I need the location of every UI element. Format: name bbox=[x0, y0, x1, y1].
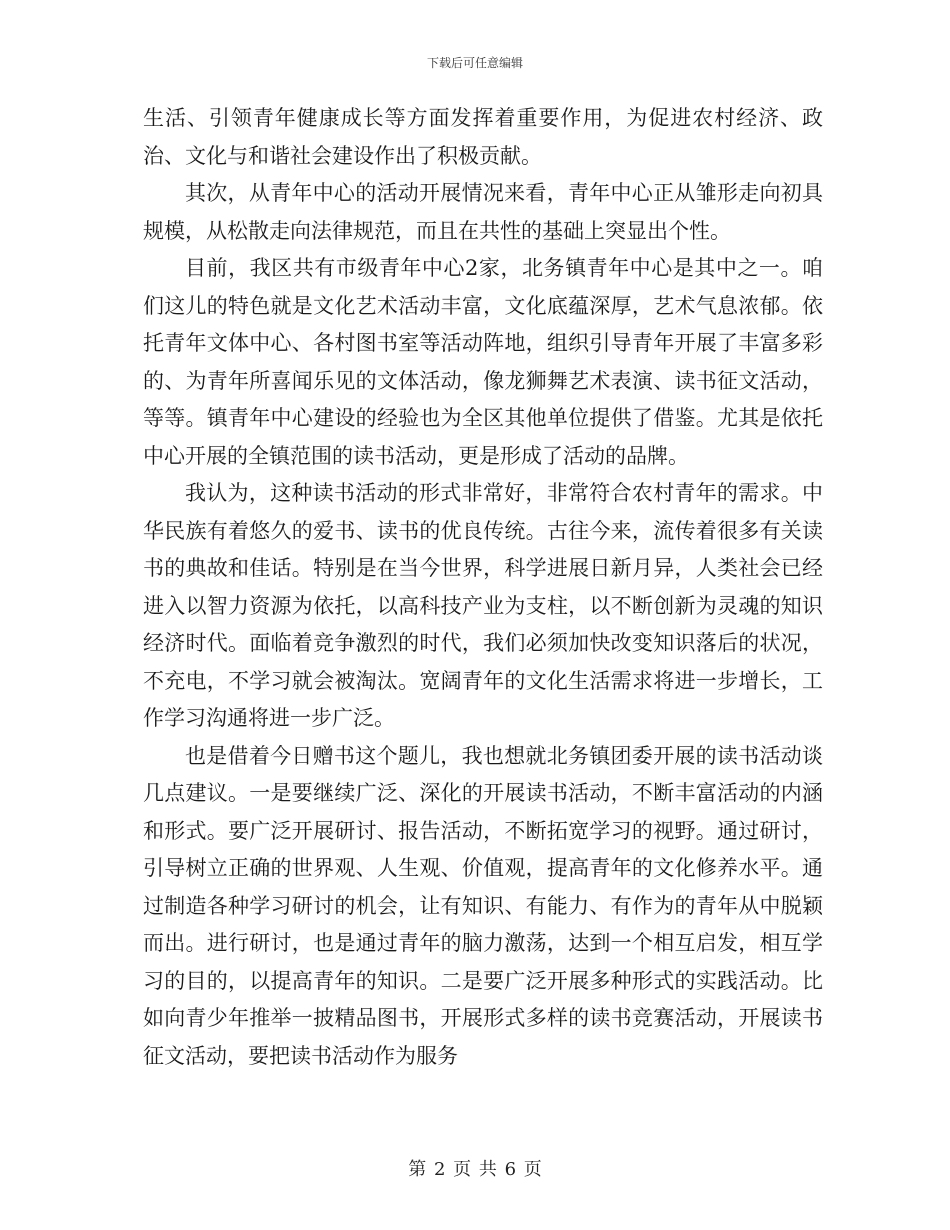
document-body bbox=[143, 100, 823, 1075]
paragraph-2: 其次，从青年中心的活动开展情况来看，青年中心正从雏形走向初具规模，从松散走向法律规范，而且在共性的基础上突显出个性。 bbox=[143, 181, 823, 243]
paragraph-1: 生活、引领青年健康成长等方面发挥着重要作用，为促进农村经济、政治、文化与和谐社会建设作出了积极贡献。 bbox=[143, 106, 823, 168]
page-number-footer: 第 2 页 共 6 页 bbox=[408, 1159, 542, 1180]
paragraph-3: 目前，我区共有市级青年中心2家，北务镇青年中心是其中之一。咱们这儿的特色就是文化艺术活动丰富，文化底蕴深厚，艺术气息浓郁。依托青年文体中心、各村图书室等活动阵地，组织引导青年开展了丰富多彩的、为青年所喜闻乐见的文体活动，像龙狮舞艺术表演、读书征文活动，等等。镇青年中心建设的经验也为全区其他单位提供了借鉴。尤其是依托中心开展的全镇范围的读书活动，更是形成了活动的品牌。 bbox=[143, 256, 823, 468]
page-header: 下载后可任意编辑 bbox=[426, 56, 523, 70]
paragraph-5: 也是借着今日赠书这个题儿，我也想就北务镇团委开展的读书活动谈几点建议。一是要继续广泛、深化的开展读书活动，不断丰富活动的内涵和形式。要广泛开展研讨、报告活动，不断拓宽学习的视野。通过研讨，引导树立正确的世界观、人生观、价值观，提高青年的文化修养水平。通过制造各种学习研讨的机会，让有知识、有能力、有作为的青年从中脱颖而出。进行研讨，也是通过青年的脑力激荡，达到一个相互启发，相互学习的目的，以提高青年的知识。二是要广泛开展多种形式的实践活动。比如向青少年推举一披精品图书，开展形式多样的读书竞赛活动，开展读书征文活动，要把读书活动作为服务 bbox=[143, 743, 823, 1068]
paragraph-4: 我认为，这种读书活动的形式非常好，非常符合农村青年的需求。中华民族有着悠久的爱书、读书的优良传统。古往今来，流传着很多有关读书的典故和佳话。特别是在当今世界，科学进展日新月异，人类社会已经进入以智力资源为依托，以高科技产业为支柱，以不断创新为灵魂的知识经济时代。面临着竞争激烈的时代，我们必须加快改变知识落后的状况，不充电，不学习就会被淘汰。宽阔青年的文化生活需求将进一步增长，工作学习沟通将进一步广泛。 bbox=[143, 481, 823, 730]
